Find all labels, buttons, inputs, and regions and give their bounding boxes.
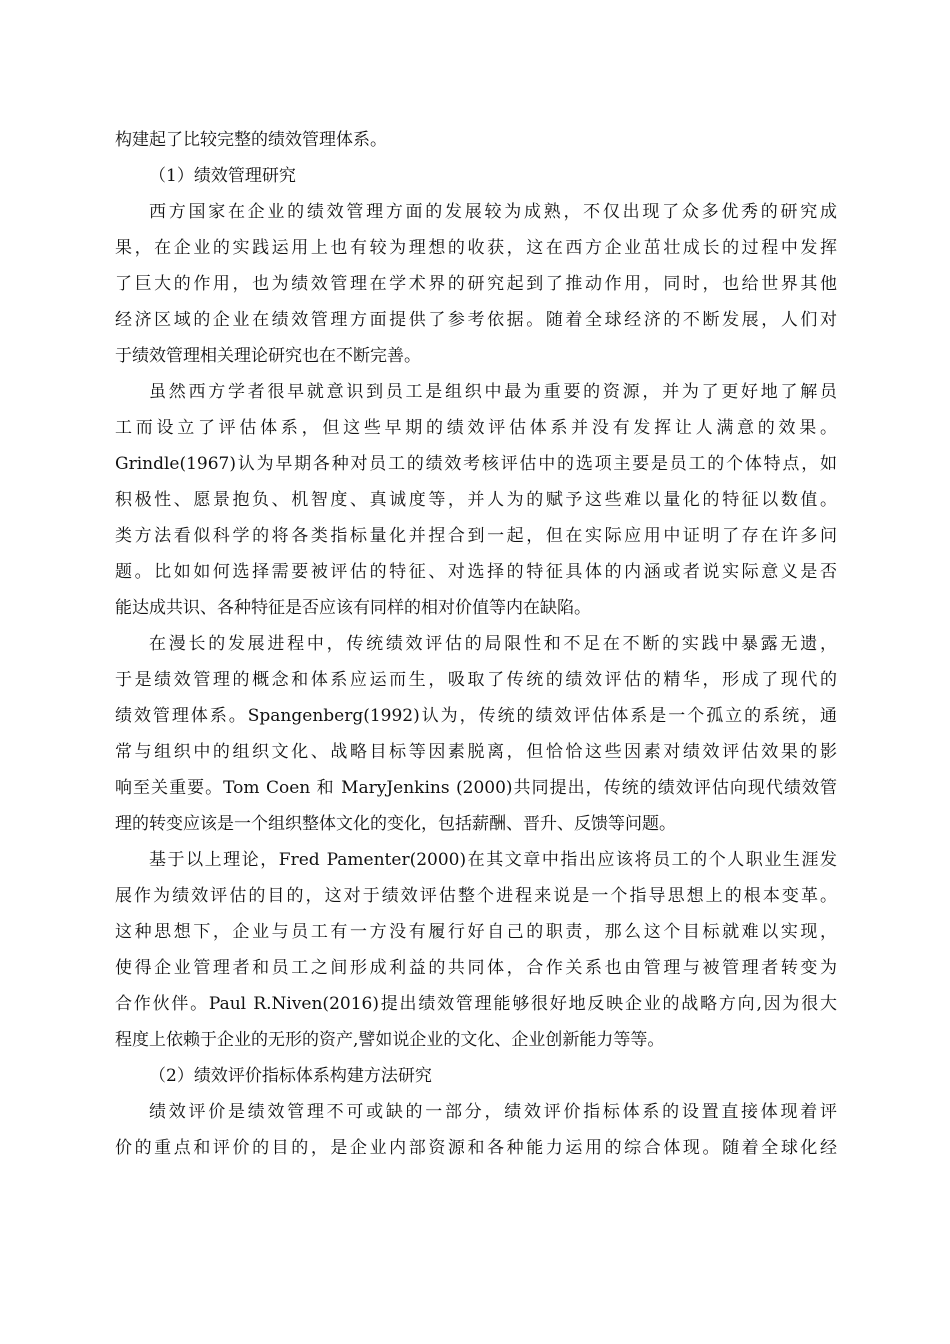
paragraph-line: 类方法看似科学的将各类指标量化并捏合到一起，但在实际应用中证明了存在许多问 — [115, 526, 837, 546]
paragraph-line: 在漫长的发展进程中，传统绩效评估的局限性和不足在不断的实践中暴露无遗， — [149, 634, 837, 654]
paragraph-line: Grindle(1967)认为早期各种对员工的绩效考核评估中的选项主要是员工的个体特点，如 — [115, 454, 837, 474]
paragraph-line: 工而设立了评估体系，但这些早期的绩效评估体系并没有发挥让人满意的效果。 — [115, 418, 837, 438]
document-page — [115, 122, 837, 1166]
paragraph-line: 基于以上理论，Fred Pamenter(2000)在其文章中指出应该将员工的个人职业生涯发 — [149, 850, 837, 870]
paragraph-line: 这种思想下，企业与员工有一方没有履行好自己的职责，那么这个目标就难以实现， — [115, 922, 837, 942]
section-heading: （1）绩效管理研究 — [149, 166, 296, 186]
paragraph-line: 绩效管理体系。Spangenberg(1992)认为，传统的绩效评估体系是一个孤立的系统，通 — [115, 706, 837, 726]
paragraph-line: 虽然西方学者很早就意识到员工是组织中最为重要的资源，并为了更好地了解员 — [149, 382, 837, 402]
paragraph-line: 构建起了比较完整的绩效管理体系。 — [115, 130, 387, 150]
paragraph-line: 于绩效管理相关理论研究也在不断完善。 — [115, 346, 421, 366]
paragraph-line: 程度上依赖于企业的无形的资产,譬如说企业的文化、企业创新能力等等。 — [115, 1030, 665, 1050]
paragraph-line: 使得企业管理者和员工之间形成利益的共同体，合作关系也由管理与被管理者转变为 — [115, 958, 837, 978]
paragraph-line: 积极性、愿景抱负、机智度、真诚度等，并人为的赋予这些难以量化的特征以数值。 — [115, 490, 837, 510]
paragraph-line: 价的重点和评价的目的，是企业内部资源和各种能力运用的综合体现。随着全球化经 — [115, 1138, 837, 1158]
paragraph-line: 果，在企业的实践运用上也有较为理想的收获，这在西方企业茁壮成长的过程中发挥 — [115, 238, 837, 258]
paragraph-line: 了巨大的作用，也为绩效管理在学术界的研究起到了推动作用，同时，也给世界其他 — [115, 274, 837, 294]
paragraph-line: 理的转变应该是一个组织整体文化的变化，包括薪酬、晋升、反馈等问题。 — [115, 814, 676, 834]
paragraph-line: 绩效评价是绩效管理不可或缺的一部分，绩效评价指标体系的设置直接体现着评 — [149, 1102, 837, 1122]
paragraph-line: 题。比如如何选择需要被评估的特征、对选择的特征具体的内涵或者说实际意义是否 — [115, 562, 837, 582]
paragraph-line: 于是绩效管理的概念和体系应运而生，吸取了传统的绩效评估的精华，形成了现代的 — [115, 670, 837, 690]
section-heading: （2）绩效评价指标体系构建方法研究 — [149, 1066, 432, 1086]
paragraph-line: 合作伙伴。Paul R.Niven(2016)提出绩效管理能够很好地反映企业的战略方向,因为很大 — [115, 994, 837, 1014]
paragraph-line: 常与组织中的组织文化、战略目标等因素脱离，但恰恰这些因素对绩效评估效果的影 — [115, 742, 837, 762]
paragraph-line: 响至关重要。Tom Coen 和 MaryJenkins (2000)共同提出，传统的绩效评估向现代绩效管 — [115, 778, 837, 798]
paragraph-line: 展作为绩效评估的目的，这对于绩效评估整个进程来说是一个指导思想上的根本变革。 — [115, 886, 837, 906]
paragraph-line: 经济区域的企业在绩效管理方面提供了参考依据。随着全球经济的不断发展，人们对 — [115, 310, 837, 330]
paragraph-line: 西方国家在企业的绩效管理方面的发展较为成熟，不仅出现了众多优秀的研究成 — [149, 202, 837, 222]
paragraph-line: 能达成共识、各种特征是否应该有同样的相对价值等内在缺陷。 — [115, 598, 591, 618]
